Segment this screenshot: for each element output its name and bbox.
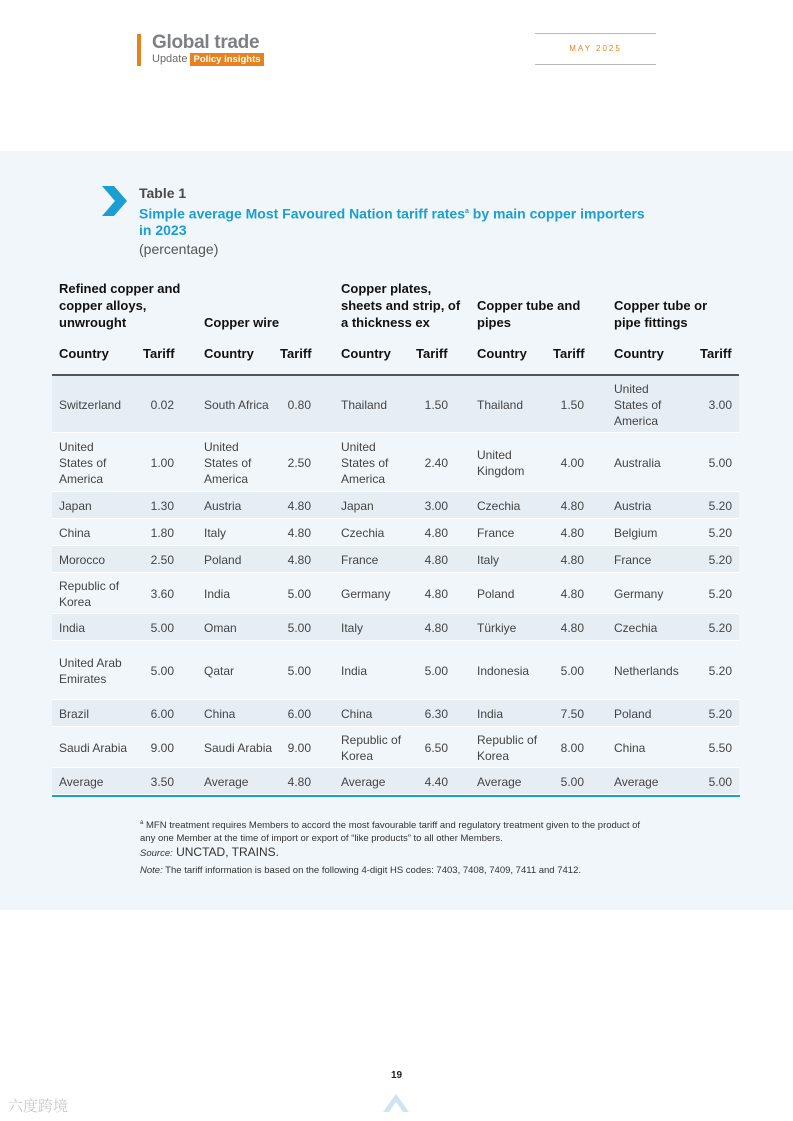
tariff-cell: 2.50 xyxy=(287,455,311,470)
source-text: UNCTAD, TRAINS. xyxy=(172,845,279,859)
column-header-tariff: Tariff xyxy=(143,346,175,361)
country-cell: France xyxy=(614,552,652,567)
tariff-cell: 5.20 xyxy=(708,586,732,601)
tariff-cell: 4.80 xyxy=(560,498,584,513)
tariff-cell: 5.50 xyxy=(708,740,732,755)
tariff-cell: 4.80 xyxy=(560,586,584,601)
group-header-copper-tube xyxy=(477,281,597,331)
country-cell: Belgium xyxy=(614,525,658,540)
tariff-cell: 3.00 xyxy=(424,498,448,513)
note-label: Note: xyxy=(140,865,163,876)
table-title-main: Simple average Most Favoured Nation tariff rates xyxy=(139,205,465,222)
tariff-cell: 4.00 xyxy=(560,455,584,470)
country-cell: China xyxy=(59,525,91,540)
tariff-cell: 5.00 xyxy=(424,663,448,678)
brand-title: Global trade xyxy=(152,32,260,53)
country-cell: Indonesia xyxy=(477,663,530,678)
table-row xyxy=(52,700,739,727)
country-cell: Republic of Korea xyxy=(477,732,538,763)
column-header-country: Country xyxy=(341,346,391,361)
country-cell: Switzerland xyxy=(59,397,122,412)
country-cell: Average xyxy=(614,774,659,789)
tariff-cell: 0.80 xyxy=(287,397,311,412)
column-header-country: Country xyxy=(204,346,254,361)
tariff-cell: 5.20 xyxy=(708,525,732,540)
tariff-cell: 6.00 xyxy=(287,706,311,721)
tariff-cell: 5.20 xyxy=(708,498,732,513)
tariff-cell: 1.00 xyxy=(150,455,174,470)
tariff-cell: 5.00 xyxy=(287,663,311,678)
country-cell: Average xyxy=(204,774,249,789)
tariff-cell: 5.00 xyxy=(560,774,584,789)
country-cell: United States of America xyxy=(614,381,662,428)
note-line xyxy=(140,864,650,877)
country-cell: United States of America xyxy=(341,439,389,486)
tariff-cell: 4.80 xyxy=(560,525,584,540)
column-header-tariff: Tariff xyxy=(700,346,732,361)
tariff-cell: 5.00 xyxy=(708,774,732,789)
group-header-label: Copper plates, sheets and strip, of a thickness ex xyxy=(341,281,461,330)
table-title xyxy=(139,204,659,238)
country-cell: Poland xyxy=(477,586,515,601)
brand-subtitle xyxy=(152,53,264,66)
country-cell: Average xyxy=(59,774,104,789)
group-header-label: Copper tube and pipes xyxy=(477,298,581,330)
table-bottom-rule xyxy=(52,795,740,797)
country-cell: Thailand xyxy=(341,397,388,412)
watermark: 六度跨境 xyxy=(8,1098,69,1115)
table-row xyxy=(52,519,739,546)
footnote-a-text: MFN treatment requires Members to accord the most favourable tariff and regulatory treatment given to the product of any one Member at the time of import or export of “like products” to all other Members. xyxy=(140,820,641,845)
table-row xyxy=(52,546,739,573)
country-cell: Average xyxy=(341,774,386,789)
country-cell: India xyxy=(341,663,368,678)
country-cell: Saudi Arabia xyxy=(59,740,128,755)
country-cell: Czechia xyxy=(477,498,521,513)
tariff-cell: 8.00 xyxy=(560,740,584,755)
tariff-cell: 4.80 xyxy=(287,774,311,789)
tariff-cell: 4.40 xyxy=(424,774,448,789)
country-cell: Italy xyxy=(477,552,500,567)
country-cell: Netherlands xyxy=(614,663,679,678)
column-header-tariff: Tariff xyxy=(280,346,312,361)
country-cell: Türkiye xyxy=(477,620,517,635)
country-cell: Austria xyxy=(204,498,242,513)
tariff-cell: 5.00 xyxy=(287,586,311,601)
table-row xyxy=(52,727,739,768)
table-unit: (percentage) xyxy=(139,241,219,257)
country-cell: Brazil xyxy=(59,706,90,721)
tariff-cell: 5.20 xyxy=(708,663,732,678)
footnote-a xyxy=(140,817,650,845)
tariff-cell: 5.00 xyxy=(708,455,732,470)
tariff-cell: 4.80 xyxy=(424,525,448,540)
table-row xyxy=(52,492,739,519)
tariff-cell: 2.50 xyxy=(150,552,174,567)
group-header-copper-wire xyxy=(204,281,324,331)
tariff-cell: 7.50 xyxy=(560,706,584,721)
tariff-cell: 6.50 xyxy=(424,740,448,755)
page-number: 19 xyxy=(390,1070,403,1081)
tariff-cell: 2.40 xyxy=(424,455,448,470)
country-cell: Republic of Korea xyxy=(341,732,402,763)
tariff-cell: 4.80 xyxy=(560,552,584,567)
country-cell: Austria xyxy=(614,498,652,513)
country-cell: France xyxy=(341,552,379,567)
country-cell: Italy xyxy=(341,620,364,635)
tariff-cell: 9.00 xyxy=(150,740,174,755)
tariff-cell: 3.00 xyxy=(708,397,732,412)
tariff-cell: 0.02 xyxy=(150,397,174,412)
column-header-tariff: Tariff xyxy=(553,346,585,361)
tariff-cell: 5.20 xyxy=(708,552,732,567)
country-cell: China xyxy=(341,706,373,721)
group-header-pipe-fittings xyxy=(614,281,734,331)
country-cell: Germany xyxy=(614,586,664,601)
table-title-rest: by main copper importers in 2023 xyxy=(139,205,645,238)
group-header-label: Copper tube or pipe fittings xyxy=(614,298,708,330)
table-row xyxy=(52,376,739,433)
table-row xyxy=(52,614,739,641)
table-row xyxy=(52,573,739,614)
country-cell: China xyxy=(614,740,646,755)
tariff-cell: 6.30 xyxy=(424,706,448,721)
country-cell: Italy xyxy=(204,525,227,540)
column-header-country: Country xyxy=(59,346,109,361)
group-header-refined-copper xyxy=(59,281,184,331)
brand-accent-bar xyxy=(137,34,141,66)
country-cell: France xyxy=(477,525,515,540)
group-header-label: Refined copper and copper alloys, unwrought xyxy=(59,281,181,330)
tariff-cell: 3.60 xyxy=(150,586,174,601)
country-cell: India xyxy=(59,620,86,635)
country-cell: China xyxy=(204,706,236,721)
column-header-country: Country xyxy=(477,346,527,361)
tariff-cell: 3.50 xyxy=(150,774,174,789)
tariff-cell: 5.00 xyxy=(560,663,584,678)
table-row-average xyxy=(52,768,739,795)
brand-sub-text: Update xyxy=(152,53,188,65)
country-cell: Poland xyxy=(614,706,652,721)
country-cell: Morocco xyxy=(59,552,106,567)
tariff-cell: 1.30 xyxy=(150,498,174,513)
table-row xyxy=(52,641,739,700)
country-cell: Australia xyxy=(614,455,661,470)
footnote-marker: a xyxy=(140,820,144,826)
column-header-tariff: Tariff xyxy=(416,346,448,361)
table-title-footnote-marker: a xyxy=(464,208,469,215)
country-cell: United Arab Emirates xyxy=(59,655,122,686)
source-line xyxy=(140,846,650,860)
tariff-cell: 5.00 xyxy=(150,620,174,635)
group-header-label: Copper wire xyxy=(204,315,280,330)
country-cell: Germany xyxy=(341,586,391,601)
table-row xyxy=(52,433,739,492)
tariff-cell: 4.80 xyxy=(287,552,311,567)
group-header-copper-plates xyxy=(341,281,461,331)
country-cell: United States of America xyxy=(204,439,252,486)
country-cell: Qatar xyxy=(204,663,235,678)
country-cell: Republic of Korea xyxy=(59,578,120,609)
tariff-cell: 9.00 xyxy=(287,740,311,755)
tariff-cell: 5.20 xyxy=(708,706,732,721)
tariff-cell: 4.80 xyxy=(424,586,448,601)
chevron-up-icon[interactable] xyxy=(383,1090,409,1114)
country-cell: Thailand xyxy=(477,397,524,412)
table-label: Table 1 xyxy=(139,185,187,201)
country-cell: United States of America xyxy=(59,439,107,486)
tariff-cell: 6.00 xyxy=(150,706,174,721)
country-cell: Czechia xyxy=(614,620,658,635)
tariff-cell: 5.20 xyxy=(708,620,732,635)
country-cell: Japan xyxy=(59,498,92,513)
column-header-country: Country xyxy=(614,346,664,361)
country-cell: Poland xyxy=(204,552,242,567)
country-cell: India xyxy=(204,586,231,601)
tariff-cell: 1.50 xyxy=(424,397,448,412)
tariff-cell: 1.80 xyxy=(150,525,174,540)
country-cell: Average xyxy=(477,774,522,789)
country-cell: Saudi Arabia xyxy=(204,740,273,755)
tariff-cell: 4.80 xyxy=(560,620,584,635)
brand-badge: Policy insights xyxy=(190,53,263,66)
tariff-cell: 5.00 xyxy=(287,620,311,635)
country-cell: United Kingdom xyxy=(477,447,525,478)
country-cell: South Africa xyxy=(204,397,269,412)
tariff-cell: 1.50 xyxy=(560,397,584,412)
country-cell: Japan xyxy=(341,498,374,513)
tariff-cell: 5.00 xyxy=(150,663,174,678)
country-cell: Czechia xyxy=(341,525,385,540)
tariff-cell: 4.80 xyxy=(424,552,448,567)
source-label: Source: xyxy=(140,848,173,859)
tariff-cell: 4.80 xyxy=(287,525,311,540)
tariff-cell: 4.80 xyxy=(424,620,448,635)
note-text: The tariff information is based on the following 4-digit HS codes: 7403, 7408, 7409, 7411 and 7412. xyxy=(162,865,582,876)
country-cell: Oman xyxy=(204,620,237,635)
country-cell: India xyxy=(477,706,504,721)
tariff-cell: 4.80 xyxy=(287,498,311,513)
chevron-right-icon xyxy=(100,186,128,216)
issue-date: MAY 2025 xyxy=(535,33,656,65)
